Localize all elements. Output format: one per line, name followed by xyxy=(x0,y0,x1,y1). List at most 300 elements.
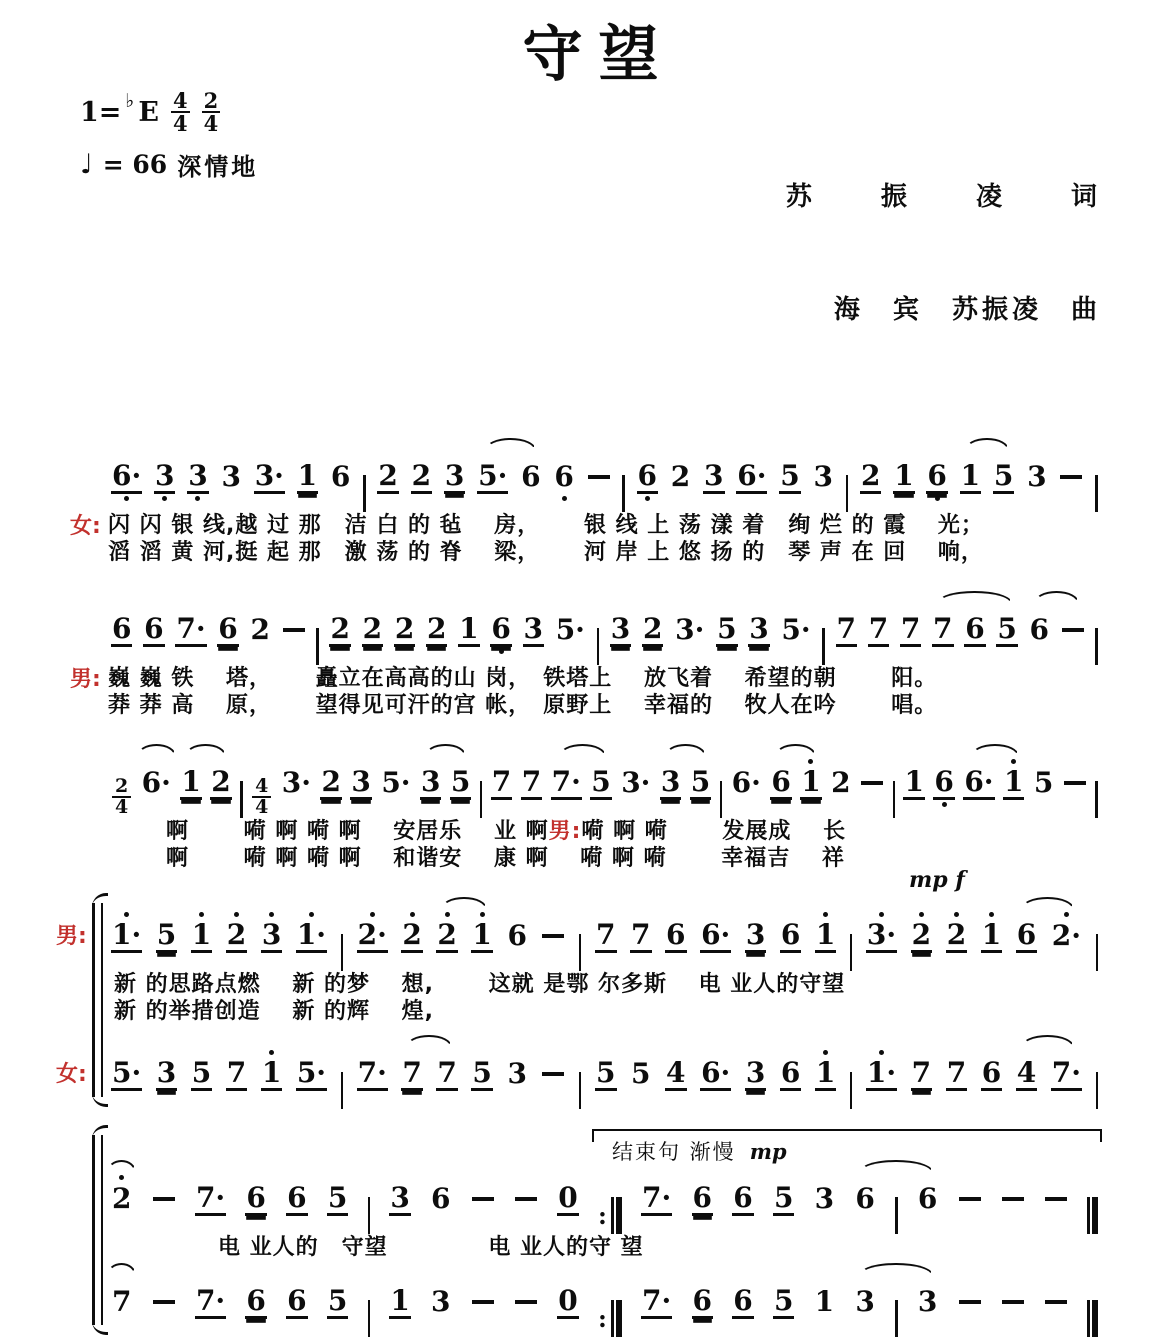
note-digit: 2 xyxy=(830,766,851,800)
note-digit: 5· xyxy=(111,1057,142,1091)
note-token xyxy=(780,910,801,962)
note-token xyxy=(868,604,889,656)
note-token xyxy=(297,451,318,503)
note-token xyxy=(946,1048,967,1100)
note-digit: 7 xyxy=(836,613,857,647)
note-token xyxy=(692,1173,713,1225)
repeat-dots-icon: : xyxy=(598,1204,607,1228)
note-token xyxy=(660,757,681,809)
note-digit: 5 xyxy=(590,766,611,800)
note-token xyxy=(143,604,164,656)
note-token xyxy=(732,1276,753,1328)
note-digit: 6 xyxy=(692,1285,713,1319)
barline xyxy=(341,934,344,971)
note-token xyxy=(330,451,351,503)
bar-thin xyxy=(895,1197,898,1234)
expression-text: 深情地 xyxy=(177,147,258,182)
bar-thick xyxy=(1092,1300,1098,1337)
note-token xyxy=(286,1276,307,1328)
note-token xyxy=(401,1048,422,1100)
dash-token xyxy=(541,910,565,962)
dash-token xyxy=(1001,1173,1025,1225)
note-token xyxy=(963,757,994,809)
barline xyxy=(1095,628,1098,665)
note-digit: 1 xyxy=(297,460,318,494)
note-digit: 1 xyxy=(800,766,821,800)
barline xyxy=(341,1072,344,1109)
lyric-text: 滔 滔 黄 河,挺 起 那 激 荡 的 脊 梁， 河 岸 上 悠 扬 的 琴 声 在 回 响， xyxy=(108,540,984,565)
note-digit: 5 xyxy=(773,1182,794,1216)
barline xyxy=(579,1072,582,1109)
note-token xyxy=(444,451,465,503)
note-token xyxy=(226,1048,247,1100)
note-token xyxy=(450,757,471,809)
high-octave-dot xyxy=(410,912,415,917)
note-digit: 7· xyxy=(195,1182,226,1216)
note-digit: 6 xyxy=(854,1182,875,1216)
slur-arc xyxy=(965,438,1009,450)
note-digit xyxy=(1063,766,1087,800)
dash-icon xyxy=(542,934,564,938)
note-token xyxy=(866,910,897,962)
bar-thin xyxy=(850,934,853,971)
note-token xyxy=(220,451,241,503)
system-group xyxy=(94,895,1101,1109)
bar-thin xyxy=(480,781,483,818)
note-digit: 1 xyxy=(814,1285,835,1319)
ending-label: 结束句 渐慢 mp xyxy=(612,1136,787,1166)
note-token xyxy=(490,604,511,656)
note-token xyxy=(911,1048,932,1100)
note-digit: 2 xyxy=(860,460,881,494)
high-octave-dot xyxy=(370,912,375,917)
lyric-text: 男: xyxy=(549,819,582,844)
bar-thin xyxy=(622,475,625,512)
note-digit: 3 xyxy=(854,1285,875,1319)
high-octave-dot xyxy=(480,912,485,917)
barline xyxy=(895,1300,898,1337)
note-digit: 5· xyxy=(477,460,508,494)
note-token xyxy=(736,451,767,503)
note-digit: 7· xyxy=(551,766,582,800)
octave-dot-below xyxy=(499,647,504,656)
system-group xyxy=(108,436,1101,566)
note-digit: 3· xyxy=(674,613,705,647)
bar-thick xyxy=(616,1197,622,1234)
note-token xyxy=(900,604,921,656)
score-line xyxy=(108,589,1101,719)
bar-thin xyxy=(240,781,243,818)
note-token xyxy=(411,451,432,503)
bar-thin xyxy=(368,1300,371,1337)
dash-token xyxy=(514,1276,538,1328)
note-digit: 7· xyxy=(641,1182,672,1216)
note-digit: 3· xyxy=(281,766,312,800)
repeat-dots-icon: : xyxy=(598,1307,607,1331)
note-token xyxy=(1029,604,1050,656)
bar-thin xyxy=(579,934,582,971)
note-digit: 2 xyxy=(401,919,422,953)
note-token xyxy=(815,1048,836,1100)
note-digit: 1 xyxy=(903,766,924,800)
note-digit: 6· xyxy=(963,766,994,800)
voice-label: 男: xyxy=(70,666,101,693)
slur-arc xyxy=(485,438,536,450)
note-digit: 3 xyxy=(748,613,769,647)
high-octave-dot xyxy=(119,1175,124,1180)
bar-thin xyxy=(720,781,723,818)
tempo-marking xyxy=(80,147,258,182)
note-digit: 6 xyxy=(692,1182,713,1216)
bar-thin xyxy=(846,475,849,512)
note-digit: 5 xyxy=(690,766,711,800)
high-octave-dot xyxy=(234,912,239,917)
dash-token xyxy=(541,1048,565,1100)
slur-arc xyxy=(137,744,176,756)
note-digit: 6 xyxy=(780,1057,801,1091)
note-token xyxy=(946,910,967,962)
note-token xyxy=(1026,451,1047,503)
note-digit: 6 xyxy=(665,919,686,953)
high-octave-dot xyxy=(269,1050,274,1055)
note-token xyxy=(610,604,631,656)
high-octave-dot xyxy=(808,759,813,764)
high-octave-dot xyxy=(879,912,884,917)
note-digit: 6 xyxy=(217,613,238,647)
note-token xyxy=(1033,757,1054,809)
dash-token xyxy=(1044,1173,1068,1225)
lyric-row xyxy=(108,998,1101,1025)
note-digit xyxy=(471,1182,495,1216)
note-token xyxy=(642,604,663,656)
dash-icon xyxy=(472,1197,494,1201)
high-octave-dot xyxy=(1011,759,1016,764)
note-token xyxy=(156,910,177,962)
note-digit: 6· xyxy=(700,1057,731,1091)
dash-token xyxy=(1001,1276,1025,1328)
note-digit: 2 xyxy=(226,919,247,953)
note-token xyxy=(814,1276,835,1328)
note-token xyxy=(700,1048,731,1100)
octave-dot-below xyxy=(645,494,650,503)
slur-arc xyxy=(107,1160,136,1172)
rest-token xyxy=(557,1173,578,1225)
bar-thin xyxy=(1095,781,1098,818)
note-digit: 7 xyxy=(595,919,616,953)
lyric-text: 啊 嗬 啊 嗬 啊 和谐安 康 啊 嗬 啊 嗬 幸福吉 祥 xyxy=(166,846,845,871)
high-octave-dot xyxy=(879,1050,884,1055)
note-digit: 1 xyxy=(1003,766,1024,800)
note-digit: 3 xyxy=(745,919,766,953)
bar-thick xyxy=(616,1300,622,1337)
note-token xyxy=(700,910,731,962)
ts-numerator: 2 xyxy=(112,777,131,799)
song-title: 守望 xyxy=(96,22,1101,88)
note-digit: 7 xyxy=(436,1057,457,1091)
note-token xyxy=(111,1048,142,1100)
slur-arc xyxy=(406,1035,452,1047)
slur-arc xyxy=(859,1263,933,1275)
note-digit: 3 xyxy=(187,460,208,494)
note-digit: 1 xyxy=(960,460,981,494)
note-digit: 1· xyxy=(111,919,142,953)
dash-icon xyxy=(1045,1300,1067,1304)
score-line xyxy=(108,742,1101,873)
note-token xyxy=(111,1173,132,1225)
note-digit: 7· xyxy=(195,1285,226,1319)
lyric-text: 啊 嗬 啊 嗬 啊 安居乐 业 啊 xyxy=(166,819,549,844)
dash-icon xyxy=(1002,1300,1024,1304)
note-digit: 5 xyxy=(327,1182,348,1216)
note-token xyxy=(458,604,479,656)
note-digit: 6 xyxy=(506,919,527,953)
inline-time-signature xyxy=(252,777,271,819)
barline xyxy=(893,781,896,818)
note-digit: 2· xyxy=(1051,919,1082,953)
dash-icon xyxy=(153,1197,175,1201)
barline xyxy=(850,1072,853,1109)
notes-row xyxy=(108,589,1101,665)
dynamics-marking: mp f xyxy=(909,867,965,893)
note-digit: 7 xyxy=(911,1057,932,1091)
note-token xyxy=(327,1276,348,1328)
note-token xyxy=(854,1276,875,1328)
note-digit: 6· xyxy=(731,766,762,800)
note-token xyxy=(320,757,341,809)
note-token xyxy=(195,1173,226,1225)
note-digit: 3 xyxy=(430,1285,451,1319)
note-token xyxy=(665,910,686,962)
note-token xyxy=(357,1048,388,1100)
note-token xyxy=(471,910,492,962)
credits-block xyxy=(786,104,1101,406)
dash-icon xyxy=(542,1072,564,1076)
note-token xyxy=(830,757,851,809)
note-token xyxy=(477,451,508,503)
flat-icon: ♭ xyxy=(125,90,134,112)
note-token xyxy=(1016,910,1037,962)
note-token xyxy=(692,1276,713,1328)
note-digit: 2· xyxy=(357,919,388,953)
low-octave-dot xyxy=(562,496,567,501)
note-digit: 5· xyxy=(555,613,586,647)
note-digit: 7 xyxy=(900,613,921,647)
note-token xyxy=(471,1048,492,1100)
note-token xyxy=(401,910,422,962)
repeat-barline xyxy=(598,1197,622,1234)
bar-thin xyxy=(611,1300,614,1337)
bar-thin xyxy=(1096,934,1099,971)
dash-token xyxy=(958,1173,982,1225)
note-digit xyxy=(514,1182,538,1216)
note-digit: 6 xyxy=(780,919,801,953)
time-signature-2 xyxy=(202,90,221,135)
note-token xyxy=(523,604,544,656)
key-prefix: 1= xyxy=(80,97,121,128)
note-token xyxy=(191,910,212,962)
note-digit xyxy=(1061,613,1085,647)
note-digit: 5 xyxy=(630,1057,651,1091)
note-token xyxy=(860,451,881,503)
dash-icon xyxy=(959,1197,981,1201)
note-token xyxy=(932,604,953,656)
note-digit: 6 xyxy=(964,613,985,647)
note-token xyxy=(357,910,388,962)
note-token xyxy=(296,910,327,962)
notes-row xyxy=(108,1127,1101,1234)
note-digit: 6 xyxy=(926,460,947,494)
dash-icon xyxy=(472,1300,494,1304)
ts2-numerator: 2 xyxy=(202,90,221,113)
note-token xyxy=(1051,1048,1082,1100)
low-octave-dot xyxy=(499,649,504,654)
note-token xyxy=(296,1048,327,1100)
final-barline xyxy=(1087,1197,1098,1234)
slur-arc xyxy=(425,744,466,756)
note-digit: 7 xyxy=(630,919,651,953)
note-token xyxy=(981,910,1002,962)
note-token xyxy=(261,1048,282,1100)
slur-arc xyxy=(1021,897,1074,909)
note-digit: 1· xyxy=(866,1057,897,1091)
note-digit: 3 xyxy=(220,460,241,494)
bar-thin xyxy=(341,934,344,971)
slur-arc xyxy=(775,744,816,756)
dash-icon xyxy=(283,628,305,632)
note-digit: 6 xyxy=(245,1182,266,1216)
key-tempo-block xyxy=(80,90,258,182)
note-token xyxy=(156,1048,177,1100)
note-token xyxy=(690,757,711,809)
note-digit xyxy=(541,919,565,953)
slur-arc xyxy=(971,744,1019,756)
note-digit: 7 xyxy=(946,1057,967,1091)
note-token xyxy=(389,1276,410,1328)
note-token xyxy=(815,910,836,962)
note-token xyxy=(933,757,954,809)
note-token xyxy=(249,604,270,656)
note-digit: 4 xyxy=(665,1057,686,1091)
barline xyxy=(316,628,319,665)
note-token xyxy=(595,910,616,962)
octave-dot-below xyxy=(195,494,200,503)
note-digit: 3 xyxy=(156,1057,177,1091)
note-digit: 7· xyxy=(641,1285,672,1319)
note-digit: 6 xyxy=(1016,919,1037,953)
note-digit: 3 xyxy=(745,1057,766,1091)
high-octave-dot xyxy=(124,912,129,917)
note-token xyxy=(377,451,398,503)
inline-time-signature xyxy=(112,777,131,819)
note-digit: 2 xyxy=(320,766,341,800)
note-digit: 2 xyxy=(411,460,432,494)
note-digit: 1 xyxy=(893,460,914,494)
note-token xyxy=(389,1173,410,1225)
dash-token xyxy=(1059,451,1083,503)
note-digit: 2 xyxy=(642,613,663,647)
bar-thin xyxy=(1095,475,1098,512)
note-token xyxy=(245,1173,266,1225)
note-digit: 1 xyxy=(458,613,479,647)
barline xyxy=(846,475,849,512)
note-digit: 5 xyxy=(773,1285,794,1319)
note-digit: 7 xyxy=(111,1285,132,1319)
low-octave-dot xyxy=(195,496,200,501)
dash-token xyxy=(1063,757,1087,809)
note-token xyxy=(491,757,512,809)
note-digit: 3 xyxy=(610,613,631,647)
dash-token xyxy=(587,451,611,503)
high-octave-dot xyxy=(954,912,959,917)
note-digit: 6 xyxy=(330,460,351,494)
notes-row xyxy=(108,895,1101,971)
note-digit: 3 xyxy=(506,1057,527,1091)
note-digit: 3· xyxy=(620,766,651,800)
note-token xyxy=(327,1173,348,1225)
bar-thin xyxy=(1087,1197,1090,1234)
slur-arc xyxy=(107,1263,136,1275)
note-token xyxy=(637,451,658,503)
note-digit: 3 xyxy=(703,460,724,494)
note-token xyxy=(731,757,762,809)
dash-token xyxy=(860,757,884,809)
note-token xyxy=(590,757,611,809)
final-barline xyxy=(1087,1300,1098,1337)
voice-label: 女: xyxy=(70,513,101,540)
slur-arc xyxy=(559,744,606,756)
dash-icon xyxy=(515,1197,537,1201)
note-digit: 3 xyxy=(917,1285,938,1319)
note-token xyxy=(1016,1048,1037,1100)
barline xyxy=(368,1300,371,1337)
system-group xyxy=(108,742,1101,873)
note-digit: 6 xyxy=(286,1285,307,1319)
note-token xyxy=(506,910,527,962)
note-digit: 7 xyxy=(491,766,512,800)
note-digit: 4 xyxy=(1016,1057,1037,1091)
notes-row xyxy=(108,1261,1101,1337)
barline xyxy=(1095,781,1098,818)
quarter-note-icon: ♩ xyxy=(80,149,93,180)
note-digit xyxy=(1001,1285,1025,1319)
note-digit xyxy=(1044,1285,1068,1319)
note-token xyxy=(674,604,705,656)
note-digit: 5· xyxy=(380,766,411,800)
note-digit: 3 xyxy=(1026,460,1047,494)
note-digit: 2 xyxy=(329,613,350,647)
note-token xyxy=(436,1048,457,1100)
note-token xyxy=(521,757,542,809)
note-digit xyxy=(514,1285,538,1319)
note-token xyxy=(195,1276,226,1328)
note-token xyxy=(551,757,582,809)
note-digit: 1 xyxy=(389,1285,410,1319)
note-token xyxy=(903,757,924,809)
note-digit: 1· xyxy=(296,919,327,953)
dash-token xyxy=(1061,604,1085,656)
note-digit: 6 xyxy=(770,766,791,800)
dash-token xyxy=(471,1276,495,1328)
lyric-row xyxy=(108,539,1101,566)
high-octave-dot xyxy=(989,912,994,917)
note-digit: 6· xyxy=(141,766,172,800)
key-letter: E xyxy=(138,97,159,128)
bar-thin xyxy=(850,1072,853,1109)
note-token xyxy=(394,604,415,656)
octave-dot-below xyxy=(124,494,129,503)
slur-arc xyxy=(859,1160,933,1172)
barline xyxy=(579,934,582,971)
